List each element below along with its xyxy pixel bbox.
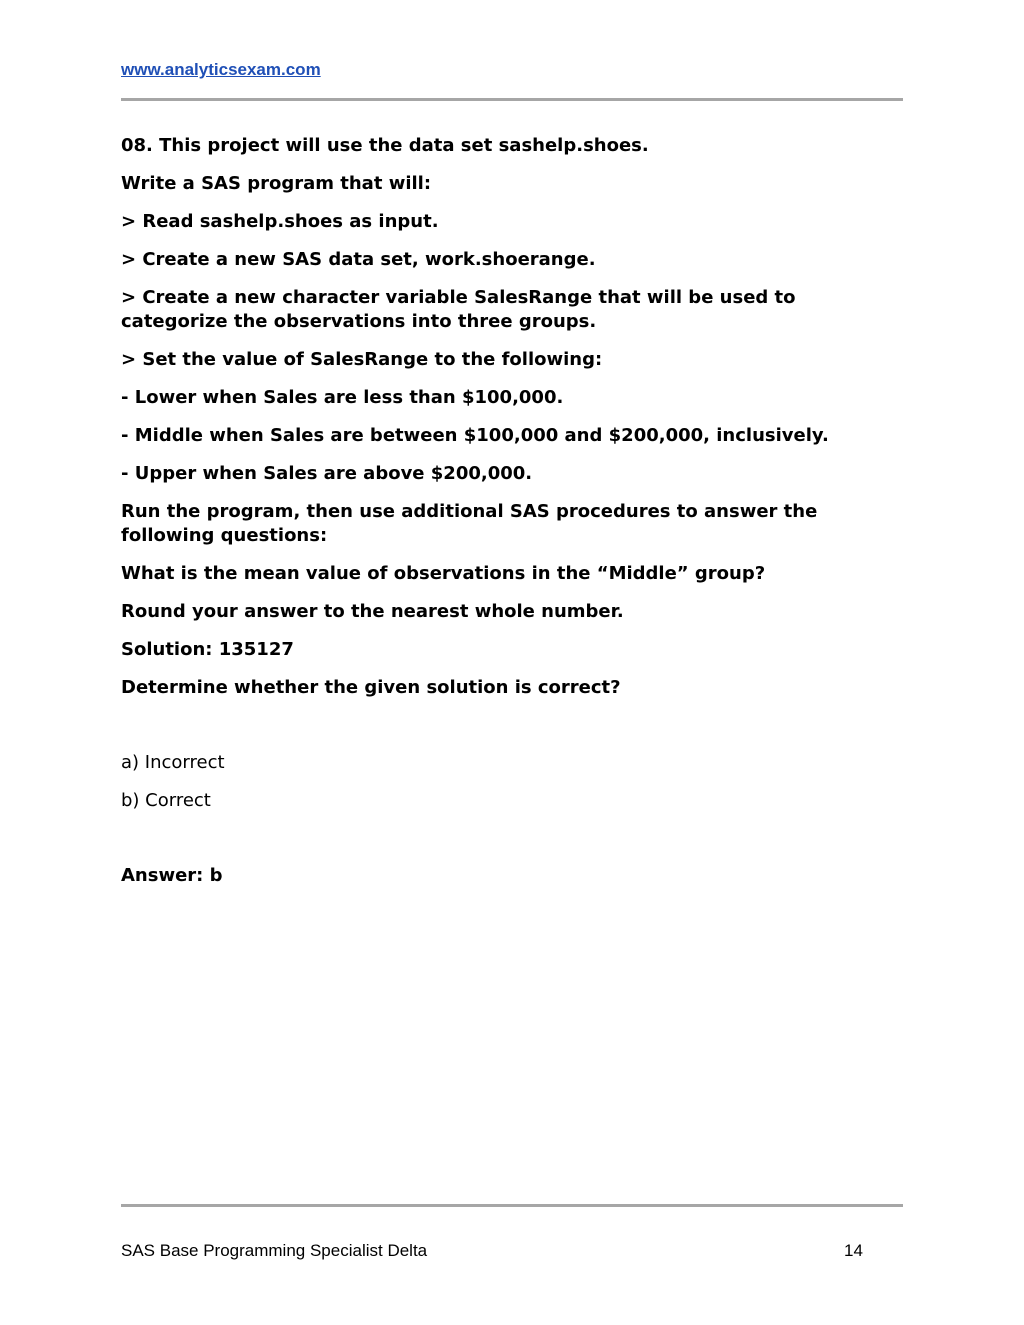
question-line-9: - Upper when Sales are above $200,000. — [121, 463, 533, 484]
question-line-1: 08. This project will use the data set sashelp.shoes. — [121, 135, 649, 156]
question-line-8: - Middle when Sales are between $100,000 and $200,000, inclusively. — [121, 425, 829, 446]
question-line-7: - Lower when Sales are less than $100,000. — [121, 387, 564, 408]
question-block — [121, 134, 881, 902]
question-line-11: What is the mean value of observations in the “Middle” group? — [121, 563, 766, 584]
option-b[interactable]: b) Correct — [121, 790, 211, 811]
question-line-2: Write a SAS program that will: — [121, 173, 432, 194]
header-divider — [121, 98, 903, 101]
question-line-10: Run the program, then use additional SAS procedures to answer the following questions: — [121, 501, 818, 546]
page-number: 14 — [844, 1241, 863, 1260]
footer-divider — [121, 1204, 903, 1207]
option-a[interactable]: a) Incorrect — [121, 752, 225, 773]
footer-title: SAS Base Programming Specialist Delta — [121, 1241, 428, 1260]
answer-line: Answer: b — [121, 865, 223, 886]
question-line-5: > Create a new character variable SalesRange that will be used to categorize the observations into three groups. — [121, 287, 796, 332]
solution-line: Solution: 135127 — [121, 639, 294, 660]
website-link[interactable]: www.analyticsexam.com — [121, 60, 321, 79]
question-line-6: > Set the value of SalesRange to the following: — [121, 349, 603, 370]
spacer — [121, 827, 881, 864]
question-line-12: Round your answer to the nearest whole number. — [121, 601, 624, 622]
spacer — [121, 714, 881, 751]
question-line-3: > Read sashelp.shoes as input. — [121, 211, 439, 232]
question-line-4: > Create a new SAS data set, work.shoerange. — [121, 249, 596, 270]
question-prompt: Determine whether the given solution is correct? — [121, 677, 621, 698]
